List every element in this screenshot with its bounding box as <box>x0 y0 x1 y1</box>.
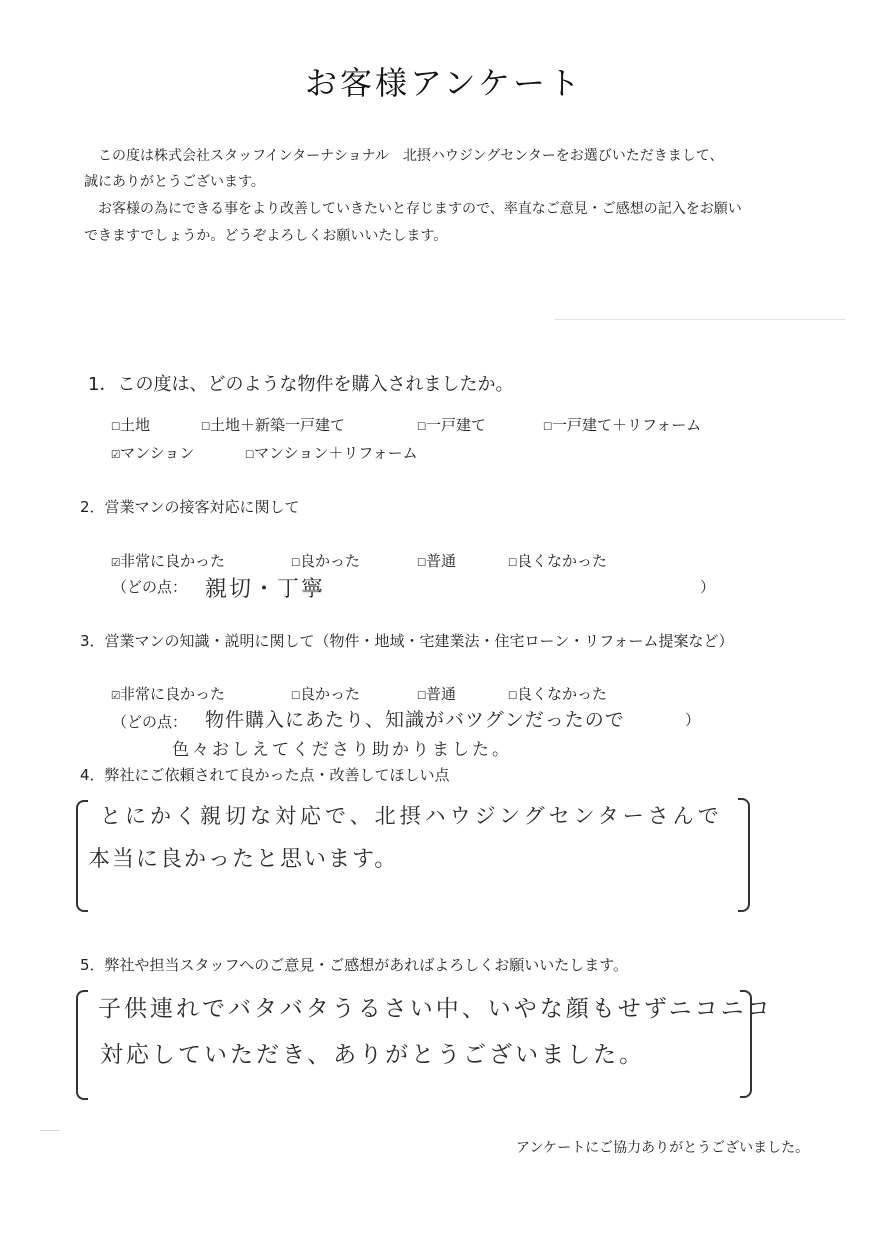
checkbox-checked[interactable]: ☑ <box>111 552 121 570</box>
question-5-label: 5．弊社や担当スタッフへのご意見・ご感想があればよろしくお願いいたします。 <box>80 956 629 974</box>
checkbox[interactable]: ☐ <box>417 552 427 570</box>
checkbox[interactable]: ☐ <box>245 444 255 462</box>
scan-artifact-mark <box>40 1130 60 1131</box>
option-label: マンション＋リフォーム <box>254 444 418 462</box>
q5-answer-box-left-bracket <box>76 990 88 1100</box>
q1-option-land[interactable] <box>111 414 150 435</box>
option-label: 良くなかった <box>517 685 608 703</box>
option-label: 良かった <box>300 552 361 570</box>
option-label: 土地 <box>120 416 151 434</box>
q2-point-label: （どの点： <box>112 578 188 596</box>
q2-point-close: ） <box>700 578 716 596</box>
q2-option-average[interactable] <box>417 550 456 571</box>
option-label: 普通 <box>426 552 457 570</box>
q2-option-good[interactable] <box>291 550 360 571</box>
checkbox[interactable]: ☐ <box>417 685 427 703</box>
q1-option-detached-house[interactable] <box>417 414 486 435</box>
option-label: 良かった <box>300 685 361 703</box>
q4-answer-box-left-bracket <box>76 800 88 912</box>
option-label: 非常に良かった <box>120 685 226 703</box>
checkbox[interactable]: ☐ <box>291 552 301 570</box>
question-2-label: 2．営業マンの接客対応に関して <box>80 498 300 516</box>
checkbox[interactable]: ☐ <box>543 416 553 434</box>
option-label: 一戸建て <box>426 416 487 434</box>
q3-option-very-good[interactable] <box>111 683 225 704</box>
option-label: 非常に良かった <box>120 552 226 570</box>
q3-point-label: （どの点： <box>112 713 188 731</box>
checkbox-checked[interactable]: ☑ <box>111 444 121 462</box>
option-label: マンション <box>120 444 195 462</box>
option-label: 土地＋新築一戸建て <box>210 416 346 434</box>
scan-artifact-line <box>555 319 845 320</box>
q3-option-average[interactable] <box>417 683 456 704</box>
q1-option-land-new-house[interactable] <box>201 414 345 435</box>
intro-line-4: できますでしょうか。どうぞよろしくお願いいたします。 <box>84 228 448 244</box>
q2-option-not-good[interactable] <box>508 550 607 571</box>
page-title: お客様アンケート <box>304 64 584 102</box>
checkbox[interactable]: ☐ <box>417 416 427 434</box>
checkbox[interactable]: ☐ <box>201 416 211 434</box>
q3-option-good[interactable] <box>291 683 360 704</box>
q3-option-not-good[interactable] <box>508 683 607 704</box>
option-label: 一戸建て＋リフォーム <box>552 416 702 434</box>
q2-handwritten-answer[interactable]: 親切・丁寧 <box>205 577 326 602</box>
q5-handwritten-answer-line-2[interactable]: 対応していただき、ありがとうございました。 <box>100 1042 646 1068</box>
question-4-label: 4．弊社にご依頼されて良かった点・改善してほしい点 <box>80 766 450 784</box>
q4-handwritten-answer-line-2[interactable]: 本当に良かったと思います。 <box>88 847 399 872</box>
q3-handwritten-answer-line-1[interactable]: 物件購入にあたり、知識がバツグンだったので <box>205 709 625 731</box>
q5-handwritten-answer-line-1[interactable]: 子供連れでバタバタうるさい中、いやな顔もせずニコニコ <box>98 996 773 1022</box>
intro-line-2: 誠にありがとうございます。 <box>84 174 265 190</box>
q3-point-close: ） <box>685 711 701 729</box>
intro-line-1: この度は株式会社スタッフインターナショナル 北摂ハウジングセンターをお選びいただきまして、 <box>98 148 724 164</box>
checkbox[interactable]: ☐ <box>508 685 518 703</box>
q4-handwritten-answer-line-1[interactable]: とにかく親切な対応で、北摂ハウジングセンターさんで <box>100 804 723 828</box>
q1-option-condominium[interactable] <box>111 442 194 463</box>
option-label: 普通 <box>426 685 457 703</box>
closing-thanks: アンケートにご協力ありがとうございました。 <box>516 1140 810 1156</box>
q4-answer-box-right-bracket <box>738 798 750 912</box>
q1-option-condominium-reform[interactable] <box>245 442 418 463</box>
intro-line-3: お客様の為にできる事をより改善していきたいと存じますので、率直なご意見・ご感想の記入をお願い <box>98 201 742 217</box>
checkbox[interactable]: ☐ <box>508 552 518 570</box>
checkbox[interactable]: ☐ <box>291 685 301 703</box>
q3-handwritten-answer-line-2[interactable]: 色々おしえてくださり助かりました。 <box>172 740 512 760</box>
q1-option-detached-house-reform[interactable] <box>543 414 701 435</box>
option-label: 良くなかった <box>517 552 608 570</box>
checkbox[interactable]: ☐ <box>111 416 121 434</box>
checkbox-checked[interactable]: ☑ <box>111 685 121 703</box>
question-3-label: 3．営業マンの知識・説明に関して（物件・地域・宅建業法・住宅ローン・リフォーム提案など） <box>80 632 734 650</box>
question-1-label: 1．この度は、どのような物件を購入されましたか。 <box>88 374 514 395</box>
q2-option-very-good[interactable] <box>111 550 225 571</box>
